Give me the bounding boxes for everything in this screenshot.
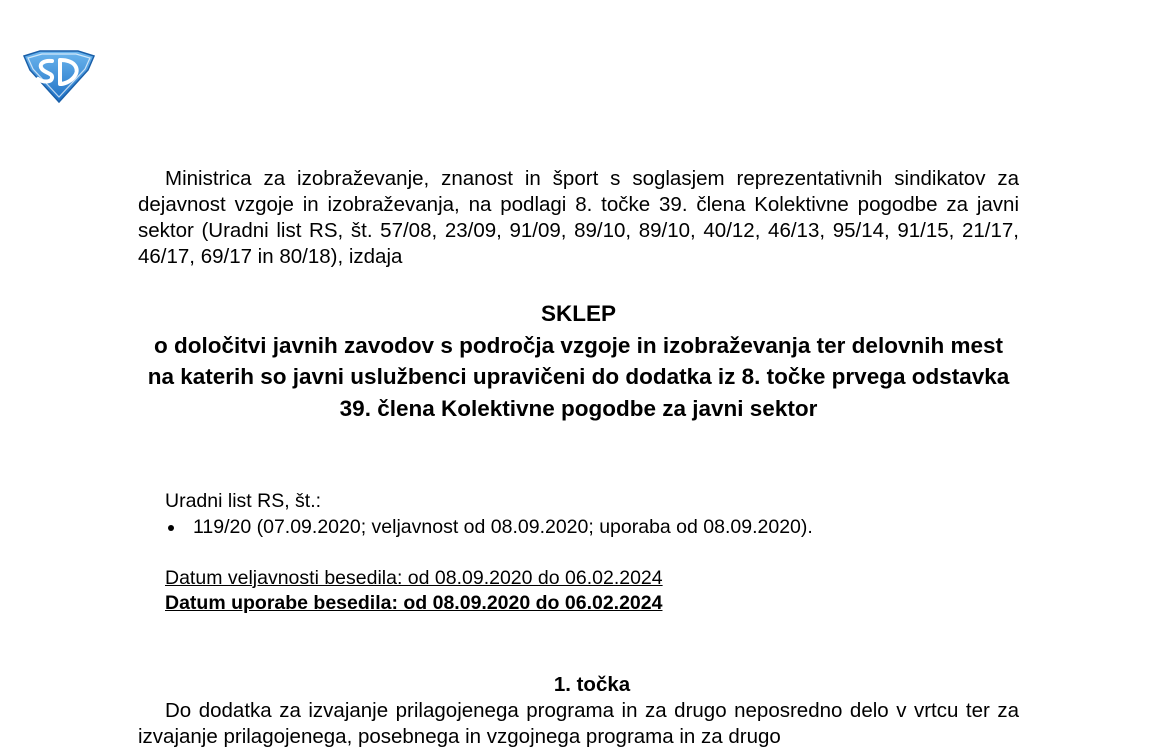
title-main: SKLEP [540,301,616,326]
gazette-list-item: 119/20 (07.09.2020; veljavnost od 08.09.2020; uporaba od 08.09.2020). [165,514,813,540]
application-date-text: Datum uporabe besedila: od 08.09.2020 do 06.02.2024 [165,592,663,614]
validity-date-text: Datum veljavnosti besedila: od 08.09.2020 do 06.02.2024 [165,567,663,589]
gazette-label: Uradni list RS, št.: [165,490,322,512]
sd-logo-icon [22,48,96,104]
section-body-paragraph: Do dodatka za izvajanje prilagojenega programa in za drugo neposredno delo v vrtcu ter za izvajanje prilagojenega, posebnega in vzgojnega programa in za drugo [138,699,1019,748]
section-heading: 1. točka [553,673,631,696]
document-title [138,298,1019,424]
preamble-paragraph: Ministrica za izobraževanje, znanost in šport s soglasjem reprezentativnih sindikatov za dejavnost vzgoje in izobraževanja, na podlagi 8. točke 39. člena Kolektivne pogodbe za javni sektor (Uradni list RS, št. 57/08, 23/09, 91/09, 89/10, 89/10, 40/12, 46/13, 95/14, 91/15, 21/17, 46/17, 69/17 in 80/18), izdaja [138,167,1019,268]
title-subtitle: o določitvi javnih zavodov s področja vzgoje in izobraževanja ter delovnih mest na katerih so javni uslužbenci upravičeni do dodatka iz 8. točke prvega odstavka 39. člena Kolektivne pogodbe za javni sektor [147,332,1010,421]
gazette-list [165,514,813,540]
